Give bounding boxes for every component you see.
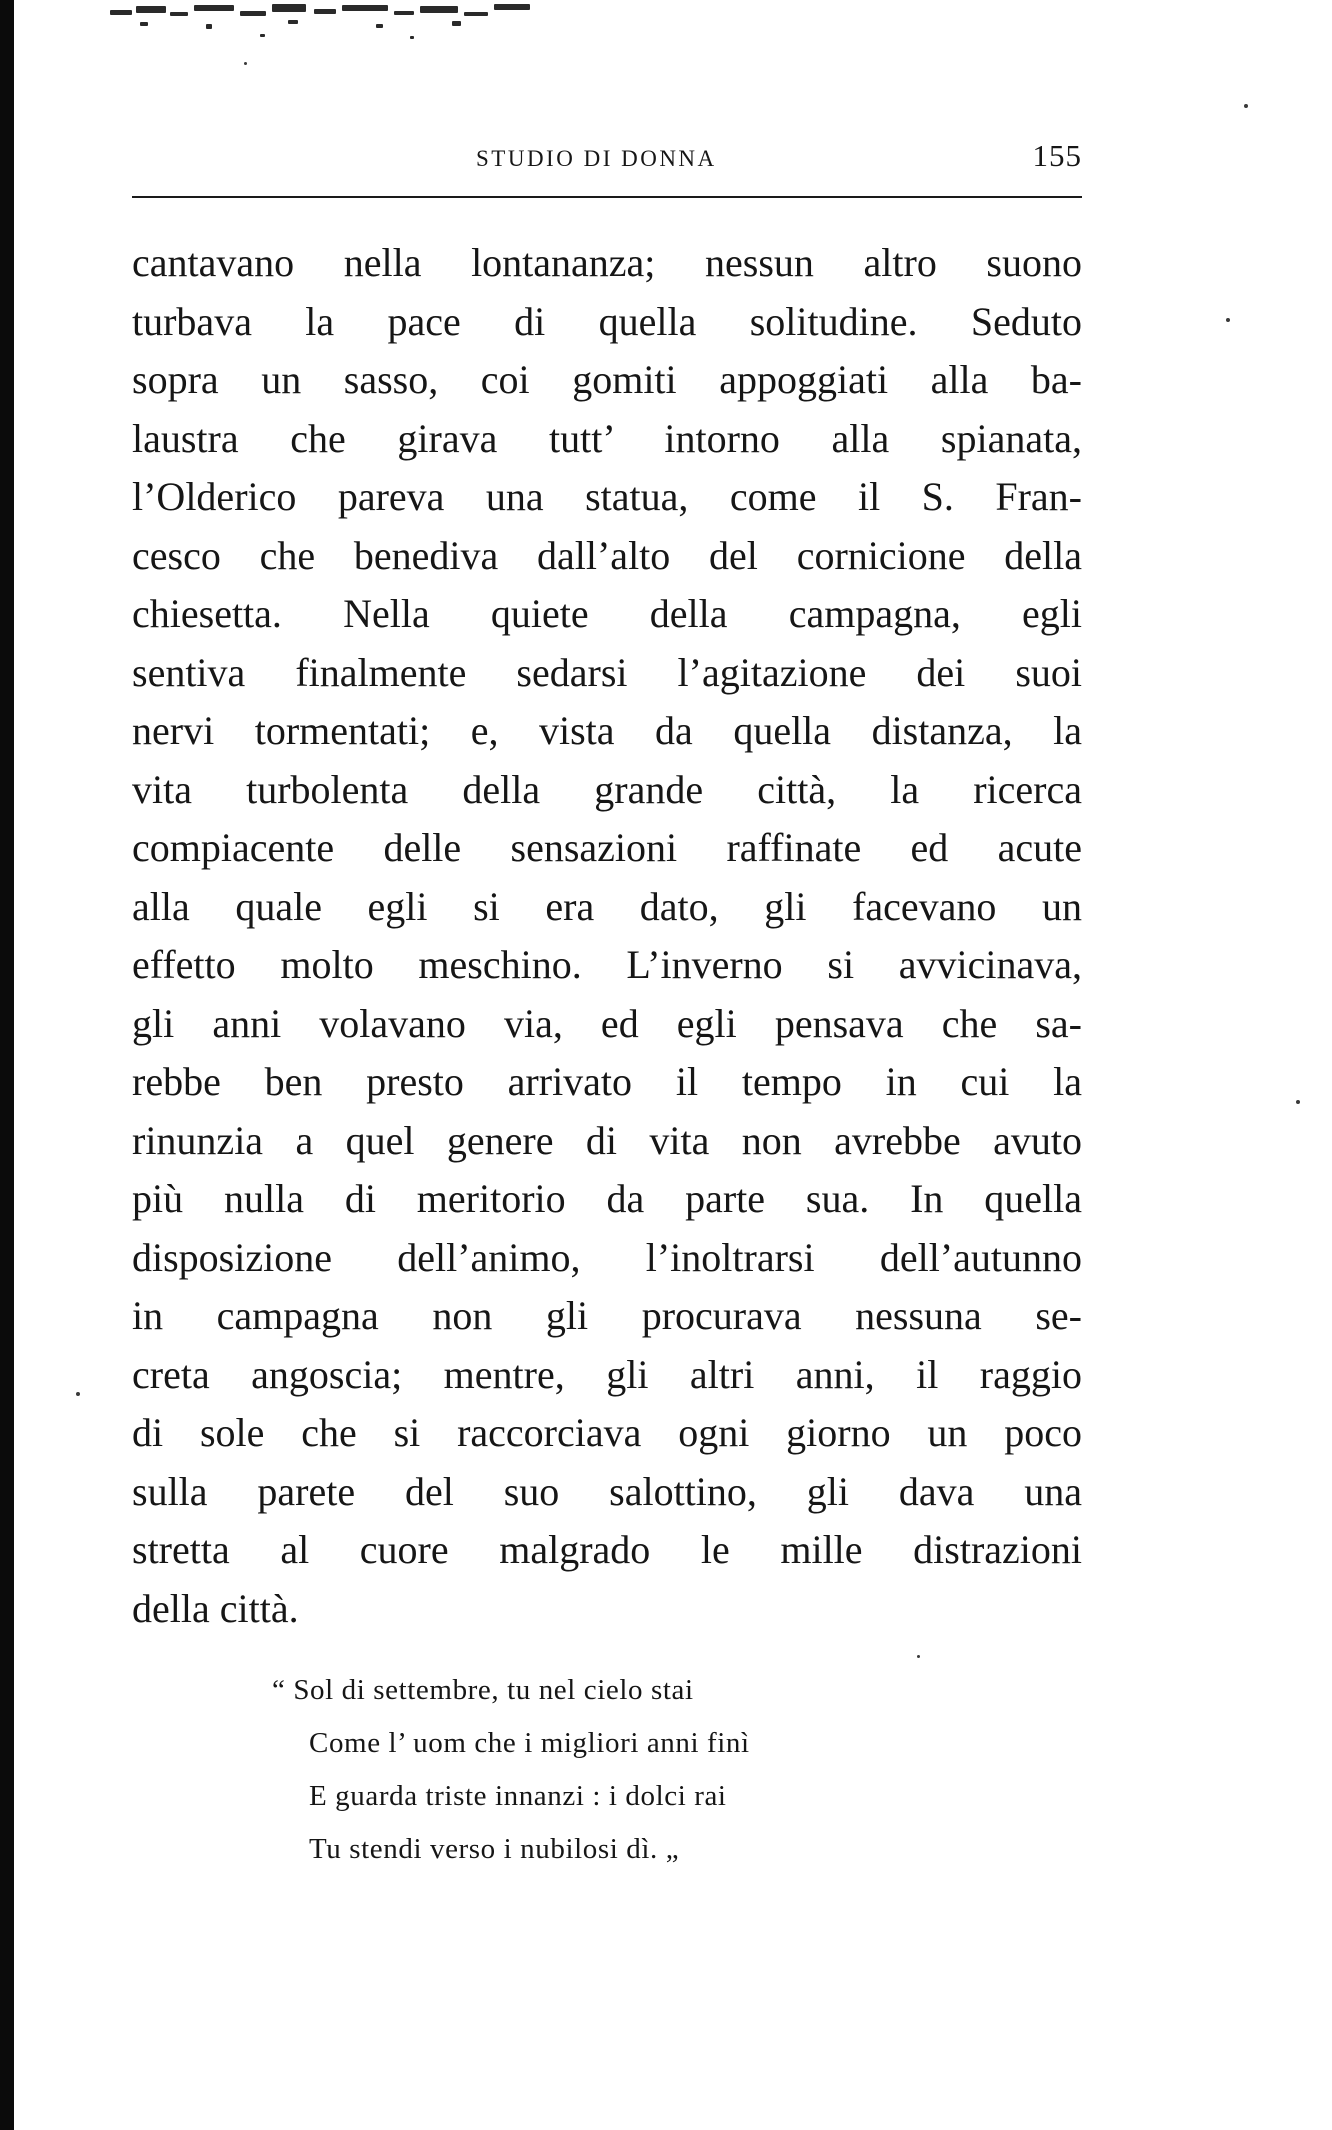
text-line: nervi tormentati; e, vista da quella distanza, la bbox=[132, 708, 1082, 753]
text-line: chiesetta. Nella quiete della campagna, egli bbox=[132, 591, 1082, 636]
text-line: più nulla di meritorio da parte sua. In quella bbox=[132, 1176, 1082, 1221]
text-line: rebbe ben presto arrivato il tempo in cui la bbox=[132, 1059, 1082, 1104]
text-line: effetto molto meschino. L’inverno si avvicinava, bbox=[132, 942, 1082, 987]
header-rule bbox=[132, 196, 1082, 198]
text-line: sopra un sasso, coi gomiti appoggiati alla ba- bbox=[132, 357, 1082, 402]
running-title: STUDIO DI DONNA bbox=[476, 146, 717, 171]
body-paragraph bbox=[132, 234, 1082, 1638]
scan-speck bbox=[1226, 318, 1230, 322]
text-line: cesco che benediva dall’alto del cornicione della bbox=[132, 532, 1082, 578]
text-line: creta angoscia; mentre, gli altri anni, il raggio bbox=[132, 1351, 1082, 1397]
page-header bbox=[132, 140, 1082, 180]
scan-speck bbox=[76, 1392, 80, 1396]
scan-speck bbox=[1296, 1100, 1300, 1104]
verse-line: “ Sol di settembre, tu nel cielo stai bbox=[272, 1674, 694, 1706]
text-line: di sole che si raccorciava ogni giorno un poco bbox=[132, 1410, 1082, 1455]
verse-line: Come l’ uom che i migliori anni finì bbox=[309, 1727, 750, 1759]
text-line: alla quale egli si era dato, gli facevano un bbox=[132, 883, 1082, 929]
text-line: l’Olderico pareva una statua, come il S. Fran- bbox=[132, 474, 1082, 519]
text-line: sentiva finalmente sedarsi l’agitazione dei suoi bbox=[132, 649, 1082, 695]
scan-edge-bar bbox=[0, 0, 14, 2130]
verse-line: E guarda triste innanzi : i dolci rai bbox=[309, 1780, 727, 1812]
scan-noise bbox=[110, 2, 550, 48]
text-line: turbava la pace di quella solitudine. Seduto bbox=[132, 298, 1082, 344]
scan-speck bbox=[1244, 104, 1248, 108]
text-line: sulla parete del suo salottino, gli dava una bbox=[132, 1468, 1082, 1514]
scan-speck bbox=[244, 62, 247, 65]
verse-line: Tu stendi verso i nubilosi dì. „ bbox=[309, 1833, 680, 1865]
text-line: in campagna non gli procurava nessuna se- bbox=[132, 1293, 1082, 1338]
text-line: disposizione dell’animo, l’inoltrarsi dell’autunno bbox=[132, 1234, 1082, 1280]
text-line: rinunzia a quel genere di vita non avrebbe avuto bbox=[132, 1117, 1082, 1163]
text-line: della città. bbox=[132, 1585, 299, 1631]
text-line: laustra che girava tutt’ intorno alla spianata, bbox=[132, 415, 1082, 461]
scan-speck bbox=[917, 1655, 920, 1658]
text-line: cantavano nella lontananza; nessun altro suono bbox=[132, 240, 1082, 285]
text-line: stretta al cuore malgrado le mille distrazioni bbox=[132, 1527, 1082, 1572]
text-line: compiacente delle sensazioni raffinate ed acute bbox=[132, 825, 1082, 870]
page-number: 155 bbox=[1032, 138, 1082, 173]
text-line: vita turbolenta della grande città, la ricerca bbox=[132, 766, 1082, 812]
text-line: gli anni volavano via, ed egli pensava che sa- bbox=[132, 1000, 1082, 1046]
verse-quote bbox=[272, 1664, 912, 1876]
